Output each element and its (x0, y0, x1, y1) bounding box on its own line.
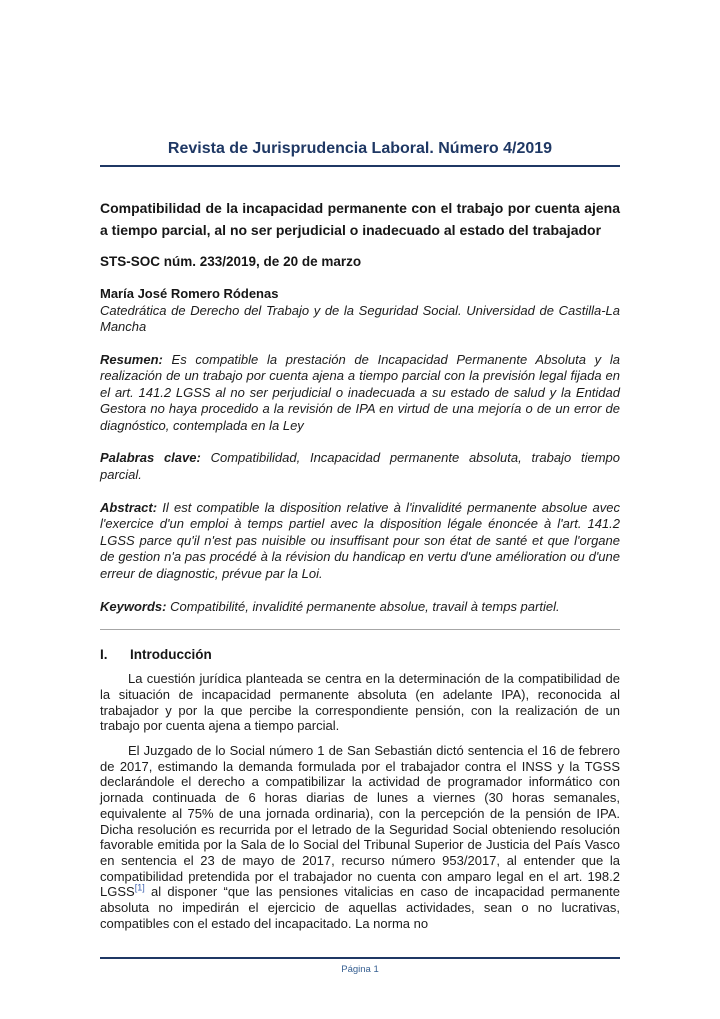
page-footer (100, 957, 620, 977)
section-number: I. (100, 647, 108, 663)
resumen-label: Resumen: (100, 351, 163, 367)
palabras-clave-label: Palabras clave: (100, 450, 201, 466)
footnote-superscript (135, 883, 145, 893)
section-title: Introducción (130, 647, 212, 663)
intro-paragraph-2-text: El Juzgado de lo Social número 1 de San Sebastián dictó sentencia el 16 de febrero de 2017, estimando la demanda formulada por el trabajador contra el INSS y la TGSS declarándole el derecho a compatibilizar la actividad de programador informático con jornada continuada de 6 horas diarias de lunes a viernes (30 horas semanales, equivalente al 75% de una jornada ordinaria), con la percepción de la pensión de IPA. Dicha resolución es recurrida por el letrado de la Seguridad Social obteniendo resolución favorable emitida por la Sala de lo Social del Tribunal Superior de Justicia del País Vasco en sentencia el 23 de mayo de 2017, recurso número 953/2017, al entender que la compatibilidad pretendida por el trabajador no cuenta con amparo legal en el art. 198.2 LGSS (100, 743, 620, 900)
footnote-1-link[interactable]: [1] (134, 883, 145, 894)
resumen-text: Es compatible la prestación de Incapacidad Permanente Absoluta y la realización de un trabajo por cuenta ajena a tiempo parcial con la previsión legal fijada en el art. 141.2 LGSS al no ser perjudicial o inadecuada a su estado de salud y la Entidad Gestora no haya procedido a la revisión de IPA en virtud de una mejoría o de un error de diagnóstico, contemplada en la Ley (100, 351, 620, 433)
abstract-text: Il est compatible la disposition relative à l'invalidité permanente absolue avec l'exercice d'un emploi à temps partiel avec la disposition légale énoncée à l'art. 141.2 LGSS parce qu'il n'est pas nuisible ou insuffisant pour son état de santé et que l'organe de gestion n'a pas procédé à la révision du handicap en vertu d'une amélioration ou d'une erreur de diagnostic, prévue par la Loi. (100, 499, 620, 582)
keywords-label: Keywords: (100, 598, 167, 614)
ruling-reference: STS-SOC núm. 233/2019, de 20 de marzo (100, 254, 362, 269)
resumen-block (100, 352, 620, 435)
author-name: María José Romero Ródenas (100, 286, 279, 301)
author-affiliation: Catedrática de Derecho del Trabajo y de la Seguridad Social. Universidad de Castilla-La Mancha (100, 302, 620, 334)
journal-title: Revista de Jurisprudencia Laboral. Número 4/2019 (100, 140, 620, 167)
intro-paragraph-1: La cuestión jurídica planteada se centra en la determinación de la compatibilidad de la situación de incapacidad permanente absoluta (en adelante IPA), reconocida al trabajador y por la que percibe la correspondiente pensión, con la realización de un trabajo por cuenta ajena a tiempo parcial. (100, 671, 620, 734)
palabras-clave-text: Compatibilidad, Incapacidad permanente absoluta, trabajo tiempo parcial. (100, 450, 620, 483)
article-title: Compatibilidad de la incapacidad permanente con el trabajo por cuenta ajena a tiempo parcial, al no ser perjudicial o inadecuado al estado del trabajador (100, 200, 620, 238)
intro-paragraph-2 (100, 743, 620, 931)
section-divider (100, 629, 620, 630)
section-heading-introduccion (100, 647, 620, 662)
palabras-clave-block (100, 450, 620, 483)
intro-paragraph-2-continuation: al disponer “que las pensiones vitalicias en caso de incapacidad permanente absoluta no impedirán el ejercicio de aquellas actividades, sean o no lucrativas, compatibles con el estado del incapacitado. La norma no (100, 884, 620, 931)
keywords-text: Compatibilité, invalidité permanente absolue, travail à temps partiel. (170, 598, 560, 614)
abstract-label: Abstract: (100, 499, 158, 515)
abstract-block (100, 500, 620, 583)
page-number-label: Página 1 (341, 964, 379, 975)
keywords-block (100, 599, 620, 616)
